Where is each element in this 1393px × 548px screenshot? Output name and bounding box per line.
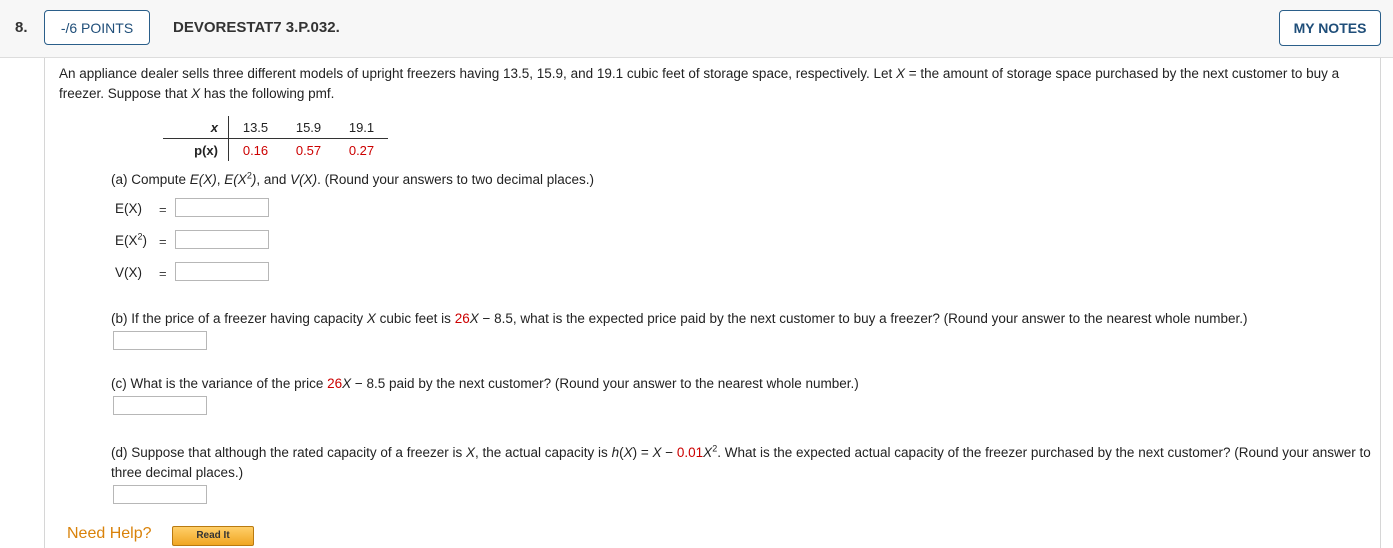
points-button[interactable]: -/6 POINTS bbox=[44, 10, 150, 45]
variable-x: X bbox=[191, 86, 201, 101]
pmf-x-label: x bbox=[163, 116, 229, 139]
pmf-table bbox=[163, 116, 388, 161]
pmf-p-label: p(x) bbox=[163, 139, 229, 162]
question-header bbox=[0, 0, 1393, 58]
ex2-label: $E(X^2)$ bbox=[115, 231, 148, 248]
pmf-x-value: 13.5 bbox=[229, 116, 283, 139]
vx-label: V(X) bbox=[115, 265, 142, 280]
ex2-answer-field[interactable] bbox=[175, 230, 269, 249]
part-d-prompt: (d) Suppose that although the rated capacity of a freezer is X, the actual capacity is $h(X) = X - 0.01X^2$. What is the expected actual capacity of the freezer purchased by the next customer? (Round your answer to three decimal places.) bbox=[111, 443, 1371, 480]
pmf-p-value: 0.57 bbox=[295, 142, 322, 158]
part-b-answer-field[interactable] bbox=[113, 331, 207, 350]
part-a-prompt: (a) Compute E(X), $E(X^2)$, and V(X). (Round your answers to two decimal places.) bbox=[111, 170, 594, 187]
part-c-prompt: (c) What is the variance of the price 26X − 8.5 paid by the next customer? (Round your answer to the nearest whole number.) bbox=[111, 376, 859, 391]
ex-label: E(X) bbox=[115, 201, 142, 216]
pmf-p-value: 0.16 bbox=[242, 142, 269, 158]
my-notes-button[interactable]: MY NOTES bbox=[1279, 10, 1381, 46]
part-d-answer-field[interactable] bbox=[113, 485, 207, 504]
pmf-p-row bbox=[163, 139, 388, 162]
intro-text: = the amount of storage space purchased by the next customer to buy a freezer. Suppose that bbox=[59, 66, 1340, 101]
equals-sign: = bbox=[159, 234, 167, 249]
pmf-x-row bbox=[163, 116, 388, 139]
need-help-label: Need Help? bbox=[67, 525, 152, 542]
variable-x: X bbox=[896, 66, 906, 81]
problem-intro bbox=[59, 64, 1369, 104]
ex-answer-field[interactable] bbox=[175, 198, 269, 217]
pmf-x-value: 19.1 bbox=[335, 116, 388, 139]
equals-sign: = bbox=[159, 202, 167, 217]
intro-text: An appliance dealer sells three different models of upright freezers having 13.5, 15.9, and 19.1 cubic feet of storage space, respectively. Let bbox=[59, 66, 897, 81]
intro-text: has the following pmf. bbox=[200, 86, 335, 101]
pmf-x-value: 15.9 bbox=[282, 116, 335, 139]
equals-sign: = bbox=[159, 266, 167, 281]
question-number: 8. bbox=[15, 19, 28, 36]
part-c-answer-field[interactable] bbox=[113, 396, 207, 415]
vx-answer-field[interactable] bbox=[175, 262, 269, 281]
question-code: DEVORESTAT7 3.P.032. bbox=[173, 19, 340, 36]
part-b-prompt: (b) If the price of a freezer having capacity X cubic feet is 26X − 8.5, what is the expected price paid by the next customer to buy a freezer? (Round your answer to the nearest whole number.) bbox=[111, 311, 1248, 326]
read-it-button[interactable]: Read It bbox=[172, 526, 254, 546]
pmf-p-value: 0.27 bbox=[348, 142, 375, 158]
